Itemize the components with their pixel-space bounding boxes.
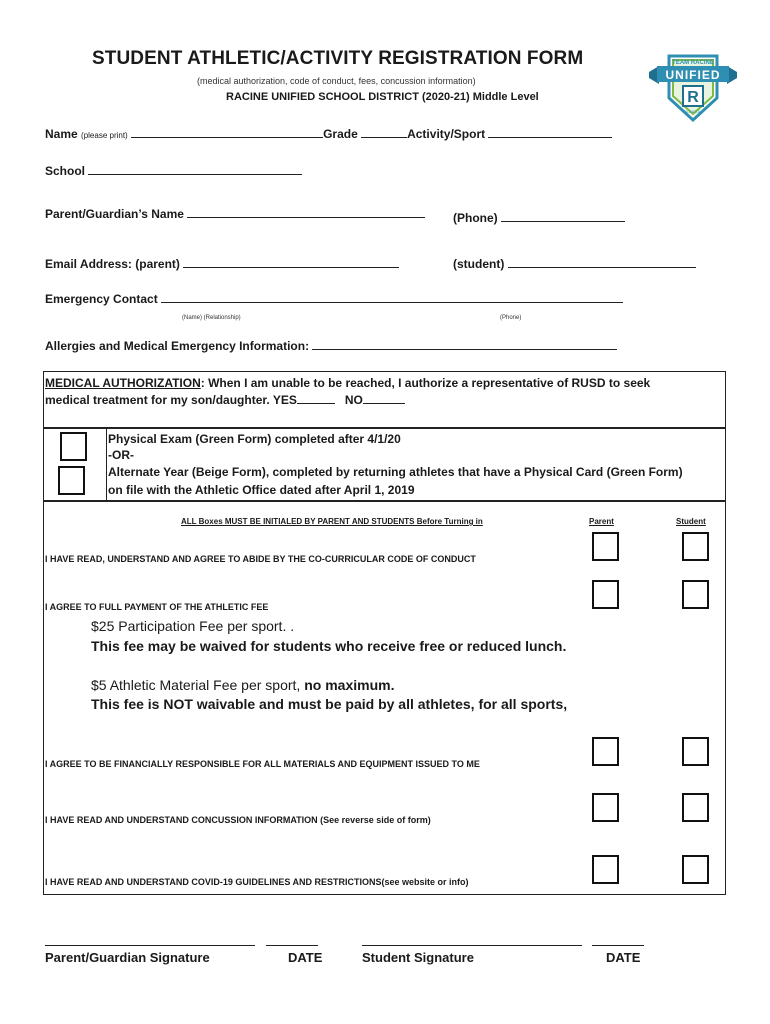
allergies-row [45, 339, 617, 353]
agreement-covid: I HAVE READ AND UNDERSTAND COVID-19 GUIDELINES AND RESTRICTIONS(see website or info) [45, 877, 469, 887]
material-fee-note: This fee is NOT waivable and must be paid by all athletes, for all sports, [91, 696, 568, 712]
emergency-row [45, 292, 623, 306]
email-student-input-line[interactable] [508, 258, 696, 268]
school-input-line[interactable] [88, 165, 302, 175]
student-initial-box-fee[interactable] [682, 580, 709, 609]
medical-line-2 [45, 393, 405, 407]
email-parent-row [45, 257, 399, 271]
physical-line-4: on file with the Athletic Office dated after April 1, 2019 [108, 483, 415, 497]
grade-input-line[interactable] [361, 128, 407, 138]
logo-letter: R [687, 89, 699, 106]
agreement-financial-responsibility: I AGREE TO BE FINANCIALLY RESPONSIBLE FOR ALL MATERIALS AND EQUIPMENT ISSUED TO ME [45, 759, 480, 769]
parent-date-line[interactable] [266, 944, 318, 946]
physical-line-3: Alternate Year (Beige Form), completed by returning athletes that have a Physical Card (Green Form) [108, 465, 683, 479]
name-hint: (please print) [81, 131, 128, 140]
student-date-label: DATE [606, 950, 641, 965]
phone-input-line[interactable] [501, 212, 625, 222]
agreement-code-of-conduct: I HAVE READ, UNDERSTAND AND AGREE TO ABIDE BY THE CO-CURRICULAR CODE OF CONDUCT [45, 554, 476, 564]
physical-line-1: Physical Exam (Green Form) completed after 4/1/20 [108, 432, 401, 446]
student-initial-box-conduct[interactable] [682, 532, 709, 561]
school-field-row [45, 164, 302, 178]
guardian-field-row [45, 207, 425, 221]
medical-line-1 [45, 376, 650, 390]
logo-top-text: TEAM RACINE [672, 60, 714, 66]
activity-input-line[interactable] [488, 128, 612, 138]
district-heading: RACINE UNIFIED SCHOOL DISTRICT (2020-21) Middle Level [226, 91, 539, 103]
student-date-line[interactable] [592, 944, 644, 946]
medical-text-1: : When I am unable to be reached, I authorize a representative of RUSD to seek [200, 376, 651, 390]
logo-bottom-text: SCHOOL [684, 109, 702, 114]
agreement-athletic-fee: I AGREE TO FULL PAYMENT OF THE ATHLETIC FEE [45, 602, 269, 612]
name-label: Name [45, 127, 78, 141]
emergency-input-line[interactable] [161, 293, 623, 303]
emergency-phone-hint: (Phone) [500, 315, 522, 321]
form-subtitle: (medical authorization, code of conduct, fees, concussion information) [197, 76, 476, 86]
student-initial-box-materials[interactable] [682, 737, 709, 766]
parent-signature-label: Parent/Guardian Signature [45, 950, 210, 965]
medical-no-label: NO [344, 393, 363, 407]
agreements-instruction: ALL Boxes MUST BE INITIALED BY PARENT AND STUDENTS Before Turning in [181, 517, 483, 526]
emergency-label: Emergency Contact [45, 292, 158, 306]
grade-label: Grade [323, 127, 358, 141]
name-input-line[interactable] [131, 128, 323, 138]
phone-label: (Phone) [453, 211, 498, 225]
form-title: STUDENT ATHLETIC/ACTIVITY REGISTRATION FORM [92, 48, 584, 69]
guardian-phone-row [453, 211, 625, 225]
parent-initial-box-materials[interactable] [592, 737, 619, 766]
email-student-row [453, 257, 696, 271]
student-initial-box-concussion[interactable] [682, 793, 709, 822]
material-fee-bold: no maximum. [304, 677, 395, 693]
email-student-label: (student) [453, 257, 505, 271]
student-signature-label: Student Signature [362, 950, 474, 965]
parent-initial-box-covid[interactable] [592, 855, 619, 884]
allergies-input-line[interactable] [312, 340, 617, 350]
guardian-label: Parent/Guardian’s Name [45, 207, 184, 221]
name-field-row [45, 127, 612, 141]
parent-column-header: Parent [589, 517, 614, 526]
parent-initial-box-fee[interactable] [592, 580, 619, 609]
student-column-header: Student [676, 517, 706, 526]
allergies-label: Allergies and Medical Emergency Information: [45, 339, 310, 353]
guardian-input-line[interactable] [187, 208, 425, 218]
medical-text-2: medical treatment for my son/daughter. [45, 393, 270, 407]
parent-initial-box-concussion[interactable] [592, 793, 619, 822]
physical-divider [106, 428, 107, 501]
material-fee-text: $5 Athletic Material Fee per sport, [91, 677, 305, 693]
participation-fee-note: This fee may be waived for students who receive free or reduced lunch. [91, 638, 567, 654]
parent-date-label: DATE [288, 950, 323, 965]
physical-exam-checkbox[interactable] [60, 432, 87, 461]
activity-label: Activity/Sport [407, 127, 486, 141]
alternate-year-checkbox[interactable] [58, 466, 85, 495]
medical-yes-label: YES [272, 393, 297, 407]
agreement-concussion: I HAVE READ AND UNDERSTAND CONCUSSION INFORMATION (See reverse side of form) [45, 815, 431, 825]
medical-yes-line[interactable] [297, 394, 335, 404]
racine-unified-logo [647, 50, 739, 124]
physical-line-2: -OR- [108, 448, 134, 462]
medical-no-line[interactable] [363, 394, 405, 404]
student-initial-box-covid[interactable] [682, 855, 709, 884]
emergency-name-hint: (Name) (Relationship) [182, 315, 241, 321]
school-label: School [45, 164, 86, 178]
parent-initial-box-conduct[interactable] [592, 532, 619, 561]
medical-heading: MEDICAL AUTHORIZATION [45, 376, 201, 390]
email-parent-input-line[interactable] [183, 258, 399, 268]
student-signature-line[interactable] [362, 944, 582, 946]
material-fee [91, 677, 394, 693]
parent-signature-line[interactable] [45, 944, 255, 946]
participation-fee: $25 Participation Fee per sport. . [91, 618, 295, 634]
logo-word: UNIFIED [665, 68, 721, 82]
email-parent-label: Email Address: (parent) [45, 257, 180, 271]
